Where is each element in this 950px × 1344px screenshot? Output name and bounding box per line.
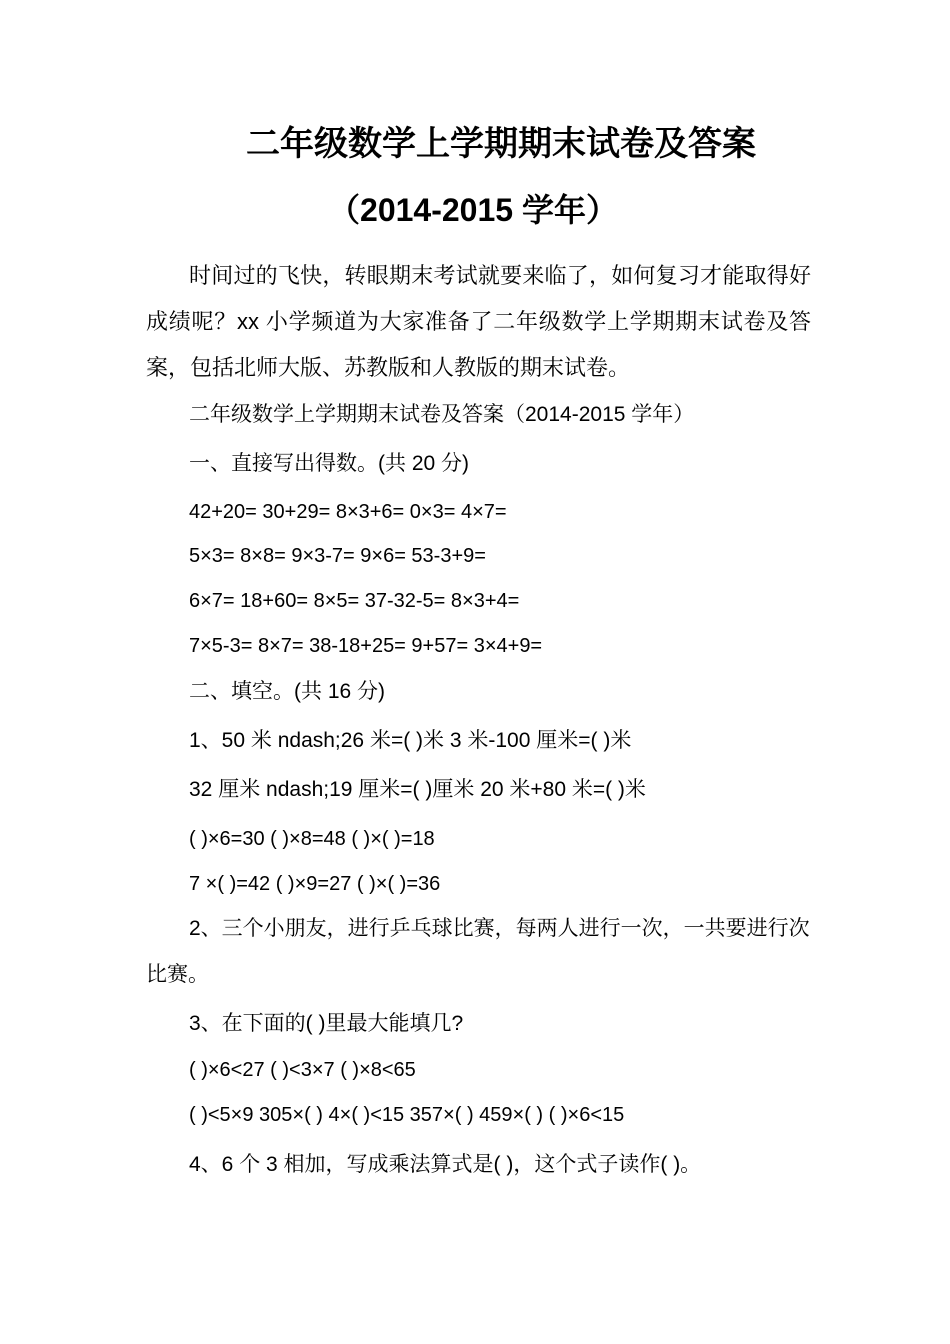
question-line: ( )×6<27 ( )<3×7 ( )×8<65	[189, 1059, 416, 1081]
intro-paragraph: 时间过的飞快，转眼期末考试就要来临了，如何复习才能取得好成绩呢？xx 小学频道为大家准备了二年级数学上学期期末试卷及答案，包括北师大版、苏教版和人教版的期末试卷。	[146, 263, 811, 380]
question-line: ( )×6=30 ( )×8=48 ( )×( )=18	[189, 828, 435, 850]
section1-heading: 一、直接写出得数。(共 20 分)	[189, 452, 470, 475]
arithmetic-row: 42+20= 30+29= 8×3+6= 0×3= 4×7=	[189, 501, 507, 523]
arithmetic-row: 7×5-3= 8×7= 38-18+25= 9+57= 3×4+9=	[189, 635, 543, 657]
document-title: 二年级数学上学期期末试卷及答案	[246, 125, 756, 163]
question-line: 32 厘米 ndash;19 厘米=( )厘米 20 米+80 米=( )米	[189, 778, 646, 801]
arithmetic-row: 5×3= 8×8= 9×3-7= 9×6= 53-3+9=	[189, 545, 486, 567]
arithmetic-row: 6×7= 18+60= 8×5= 37-32-5= 8×3+4=	[189, 590, 520, 612]
section2-heading: 二、填空。(共 16 分)	[189, 680, 386, 703]
document-subtitle: （2014-2015 学年）	[328, 192, 618, 228]
question-line: ( )<5×9 305×( ) 4×( )<15 357×( ) 459×( ) ( )×6<15	[189, 1104, 625, 1126]
question-4: 4、6 个 3 相加，写成乘法算式是( )，这个式子读作( )。	[189, 1153, 702, 1176]
question-3: 3、在下面的( )里最大能填几?	[189, 1012, 464, 1035]
repeat-title: 二年级数学上学期期末试卷及答案（2014-2015 学年）	[189, 403, 695, 426]
question-line: 7 ×( )=42 ( )×9=27 ( )×( )=36	[189, 873, 441, 895]
question-2: 2、三个小朋友，进行乒乓球比赛，每两人进行一次，一共要进行次比赛。	[146, 917, 810, 986]
question-line: 1、50 米 ndash;26 米=( )米 3 米-100 厘米=( )米	[189, 729, 632, 752]
